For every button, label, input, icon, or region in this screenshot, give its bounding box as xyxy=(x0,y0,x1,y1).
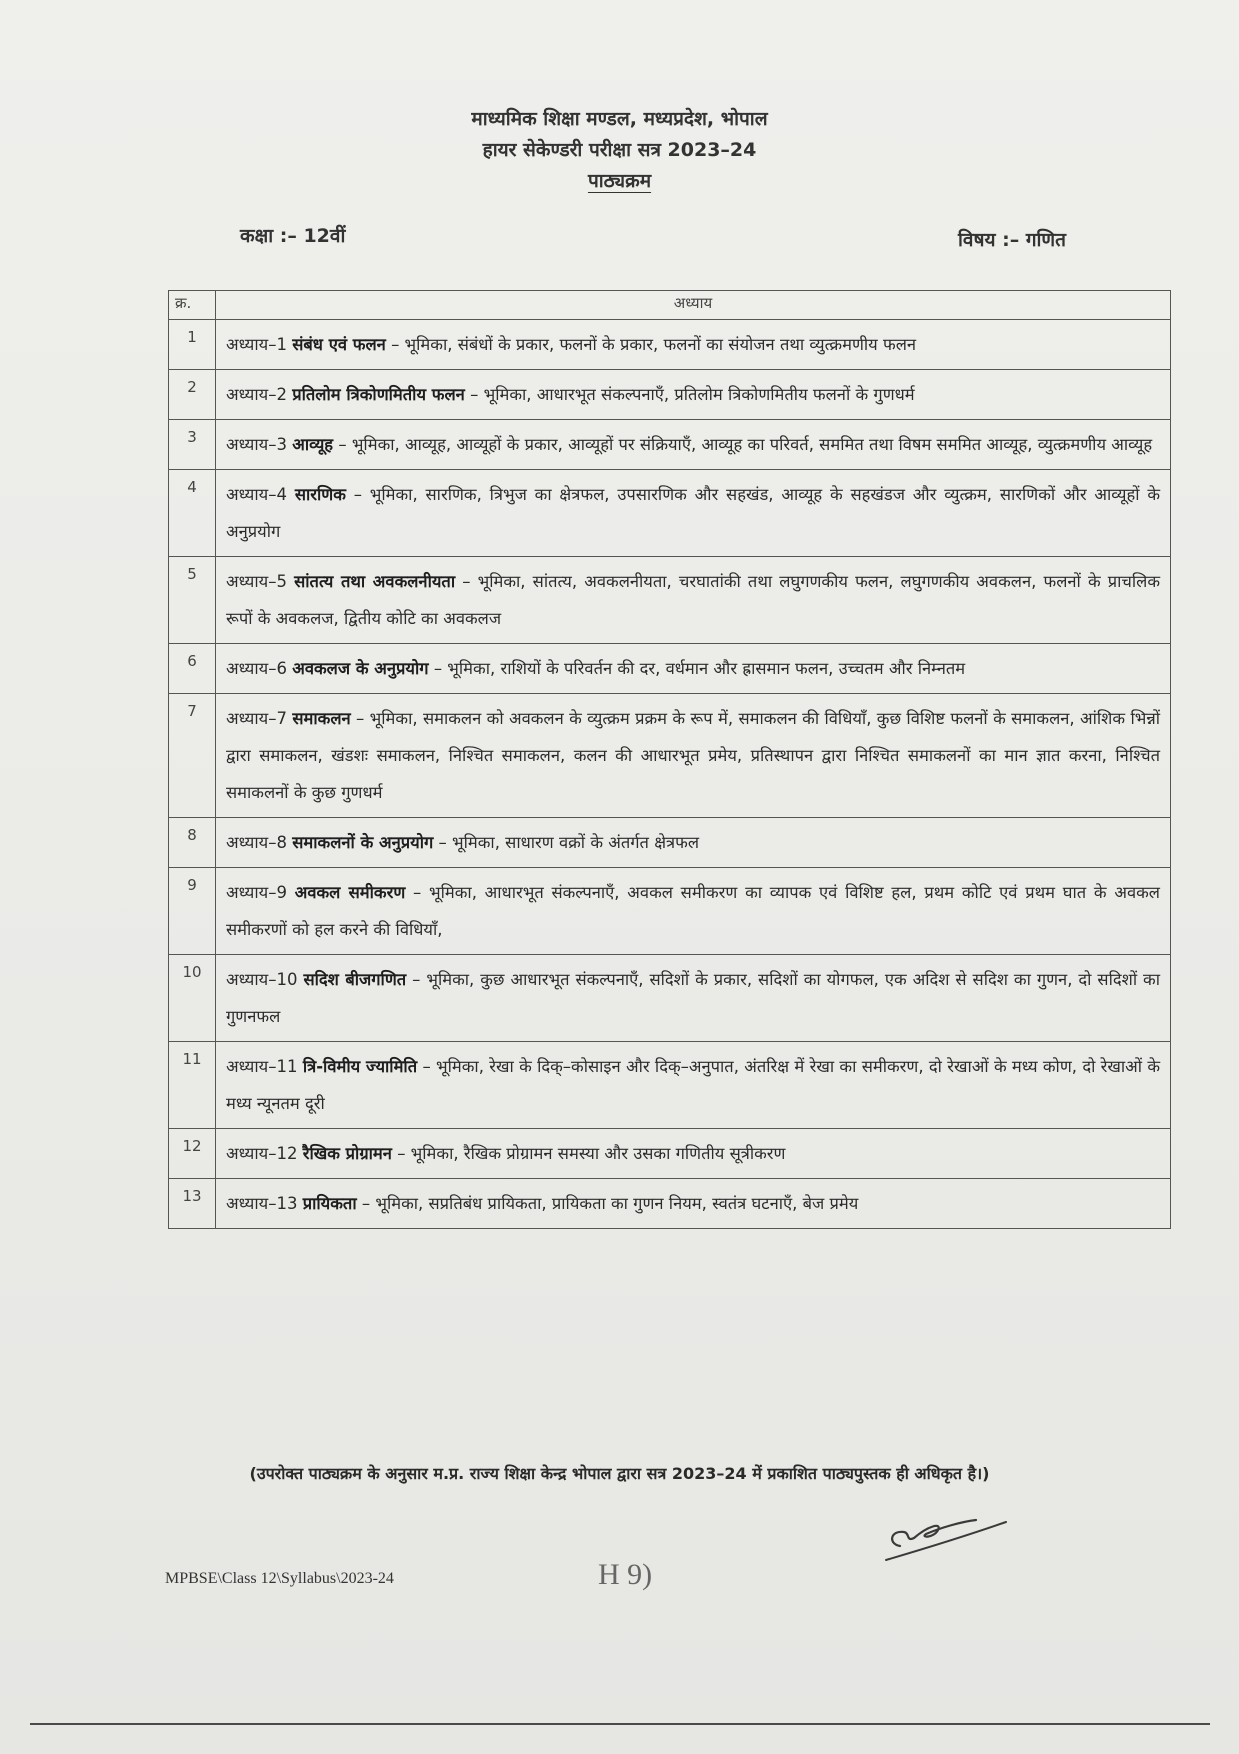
row-serial-number: 6 xyxy=(169,644,216,694)
chapter-number: अध्याय–3 xyxy=(226,435,287,454)
chapter-topics: – भूमिका, रैखिक प्रोग्रामन समस्या और उसका गणितीय सूत्रीकरण xyxy=(397,1144,786,1163)
table-row xyxy=(169,470,1171,557)
subject-label: विषय :– गणित xyxy=(958,229,1066,251)
chapter-title: प्रतिलोम त्रिकोणमितीय फलन xyxy=(292,385,465,404)
chapter-title: रैखिक प्रोग्रामन xyxy=(302,1144,392,1163)
row-serial-number: 8 xyxy=(169,818,216,868)
syllabus-title: पाठ्यक्रम xyxy=(587,170,652,192)
exam-session: हायर सेकेण्डरी परीक्षा सत्र 2023–24 xyxy=(482,139,757,161)
document-header xyxy=(0,104,1239,197)
syllabus-rows xyxy=(169,320,1171,1229)
table-row xyxy=(169,644,1171,694)
chapter-title: सदिश बीजगणित xyxy=(303,970,407,989)
chapter-topics: – भूमिका, साधारण वक्रों के अंतर्गत क्षेत्रफल xyxy=(438,833,700,852)
chapter-cell xyxy=(216,955,1171,1042)
handwritten-page-mark: H 9) xyxy=(598,1558,653,1591)
serial-column-header: क्र. xyxy=(169,291,216,320)
signature-icon xyxy=(880,1508,1020,1568)
chapter-topics: – भूमिका, समाकलन को अवकलन के व्युत्क्रम प्रक्रम के रूप में, समाकलन की विधियाँ, कुछ विशिष्ट फलनों के समाकलन, आंशिक भिन्नों द्वारा समाकलन, खंडशः समाकलन, निश्चित समाकलन, कलन की आधारभूत प्रमेय, प्रतिस्थापन द्वारा निश्चित समाकलनों का मान ज्ञात करना, निश्चित समाकलनों के कुछ गुणधर्म xyxy=(226,709,1160,802)
chapter-cell xyxy=(216,1179,1171,1229)
table-row xyxy=(169,1042,1171,1129)
chapter-topics: – भूमिका, रेखा के दिक्–कोसाइन और दिक्–अनुपात, अंतरिक्ष में रेखा का समीकरण, दो रेखाओं के मध्य कोण, दो रेखाओं के मध्य न्यूनतम दूरी xyxy=(226,1057,1161,1113)
chapter-number: अध्याय–8 xyxy=(226,833,287,852)
chapter-cell xyxy=(216,470,1171,557)
chapter-title: अवकल समीकरण xyxy=(294,883,406,902)
row-serial-number: 10 xyxy=(169,955,216,1042)
row-serial-number: 12 xyxy=(169,1129,216,1179)
chapter-number: अध्याय–4 xyxy=(226,485,287,504)
row-serial-number: 13 xyxy=(169,1179,216,1229)
chapter-number: अध्याय–11 xyxy=(226,1057,298,1076)
chapter-topics: – भूमिका, आधारभूत संकल्पनाएँ, अवकल समीकरण का व्यापक एवं विशिष्ट हल, प्रथम कोटि एवं प्रथम घात के अवकल समीकरणों को हल करने की विधियाँ, xyxy=(226,883,1160,939)
table-row xyxy=(169,1129,1171,1179)
chapter-cell xyxy=(216,320,1171,370)
row-serial-number: 9 xyxy=(169,868,216,955)
chapter-title: अवकलज के अनुप्रयोग xyxy=(292,659,429,678)
table-row xyxy=(169,320,1171,370)
chapter-cell xyxy=(216,868,1171,955)
chapter-topics: – भूमिका, सांतत्य, अवकलनीयता, चरघातांकी तथा लघुगणकीय फलन, लघुगणकीय अवकलन, फलनों के प्राचलिक रूपों के अवकलज, द्वितीय कोटि का अवकलज xyxy=(226,572,1161,628)
chapter-topics: – भूमिका, आव्यूह, आव्यूहों के प्रकार, आव्यूहों पर संक्रियाएँ, आव्यूह का परिवर्त, सममित तथा विषम सममित आव्यूह, व्युत्क्रमणीय आव्यूह xyxy=(338,435,1153,454)
chapter-title: सारणिक xyxy=(294,485,346,504)
chapter-number: अध्याय–6 xyxy=(226,659,287,678)
syllabus-table xyxy=(168,290,1171,1229)
bottom-divider xyxy=(30,1723,1210,1725)
chapter-number: अध्याय–13 xyxy=(226,1194,298,1213)
chapter-number: अध्याय–10 xyxy=(226,970,298,989)
row-serial-number: 7 xyxy=(169,694,216,818)
table-row xyxy=(169,1179,1171,1229)
chapter-cell xyxy=(216,557,1171,644)
row-serial-number: 5 xyxy=(169,557,216,644)
table-row xyxy=(169,818,1171,868)
chapter-title: संबंध एवं फलन xyxy=(292,335,386,354)
row-serial-number: 4 xyxy=(169,470,216,557)
chapter-cell xyxy=(216,370,1171,420)
chapter-title: समाकलन xyxy=(292,709,351,728)
table-row xyxy=(169,955,1171,1042)
chapter-cell xyxy=(216,694,1171,818)
chapter-cell xyxy=(216,1129,1171,1179)
table-row xyxy=(169,420,1171,470)
chapter-topics: – भूमिका, संबंधों के प्रकार, फलनों के प्रकार, फलनों का संयोजन तथा व्युत्क्रमणीय फलन xyxy=(391,335,917,354)
authorization-note: (उपरोक्त पाठ्यक्रम के अनुसार म.प्र. राज्य शिक्षा केन्द्र भोपाल द्वारा सत्र 2023–24 में प्रकाशित पाठ्यपुस्तक ही अधिकृत है।) xyxy=(249,1464,990,1483)
chapter-topics: – भूमिका, आधारभूत संकल्पनाएँ, प्रतिलोम त्रिकोणमितीय फलनों के गुणधर्म xyxy=(470,385,915,404)
row-serial-number: 2 xyxy=(169,370,216,420)
chapter-cell xyxy=(216,644,1171,694)
chapter-cell xyxy=(216,1042,1171,1129)
chapter-topics: – भूमिका, राशियों के परिवर्तन की दर, वर्धमान और ह्रासमान फलन, उच्चतम और निम्नतम xyxy=(433,659,966,678)
chapter-title: त्रि-विमीय ज्यामिति xyxy=(302,1057,418,1076)
chapter-topics: – भूमिका, सारणिक, त्रिभुज का क्षेत्रफल, उपसारणिक और सहखंड, आव्यूह के सहखंडज और व्युत्क्रम, सारणिकों और आव्यूहों के अनुप्रयोग xyxy=(226,485,1161,541)
chapter-cell xyxy=(216,818,1171,868)
board-name: माध्यमिक शिक्षा मण्डल, मध्यप्रदेश, भोपाल xyxy=(471,108,768,130)
row-serial-number: 1 xyxy=(169,320,216,370)
chapter-number: अध्याय–7 xyxy=(226,709,287,728)
chapter-column-header: अध्याय xyxy=(216,291,1171,320)
table-row xyxy=(169,868,1171,955)
class-label: कक्षा :– 12वीं xyxy=(240,225,346,247)
table-row xyxy=(169,370,1171,420)
row-serial-number: 3 xyxy=(169,420,216,470)
chapter-title: आव्यूह xyxy=(292,435,334,454)
chapter-cell xyxy=(216,420,1171,470)
chapter-number: अध्याय–2 xyxy=(226,385,287,404)
chapter-topics: – भूमिका, सप्रतिबंध प्रायिकता, प्रायिकता का गुणन नियम, स्वतंत्र घटनाएँ, बेज प्रमेय xyxy=(361,1194,859,1213)
footer-file-path: MPBSE\Class 12\Syllabus\2023-24 xyxy=(165,1570,394,1587)
chapter-title: सांतत्य तथा अवकलनीयता xyxy=(294,572,456,591)
chapter-title: प्रायिकता xyxy=(302,1194,357,1213)
chapter-number: अध्याय–1 xyxy=(226,335,287,354)
table-row xyxy=(169,557,1171,644)
row-serial-number: 11 xyxy=(169,1042,216,1129)
table-row xyxy=(169,694,1171,818)
chapter-topics: – भूमिका, कुछ आधारभूत संकल्पनाएँ, सदिशों के प्रकार, सदिशों का योगफल, एक अदिश से सदिश का गुणन, दो सदिशों का गुणनफल xyxy=(226,970,1161,1026)
chapter-number: अध्याय–12 xyxy=(226,1144,298,1163)
chapter-title: समाकलनों के अनुप्रयोग xyxy=(292,833,434,852)
chapter-number: अध्याय–9 xyxy=(226,883,287,902)
table-header-row xyxy=(169,291,1171,320)
chapter-number: अध्याय–5 xyxy=(226,572,287,591)
